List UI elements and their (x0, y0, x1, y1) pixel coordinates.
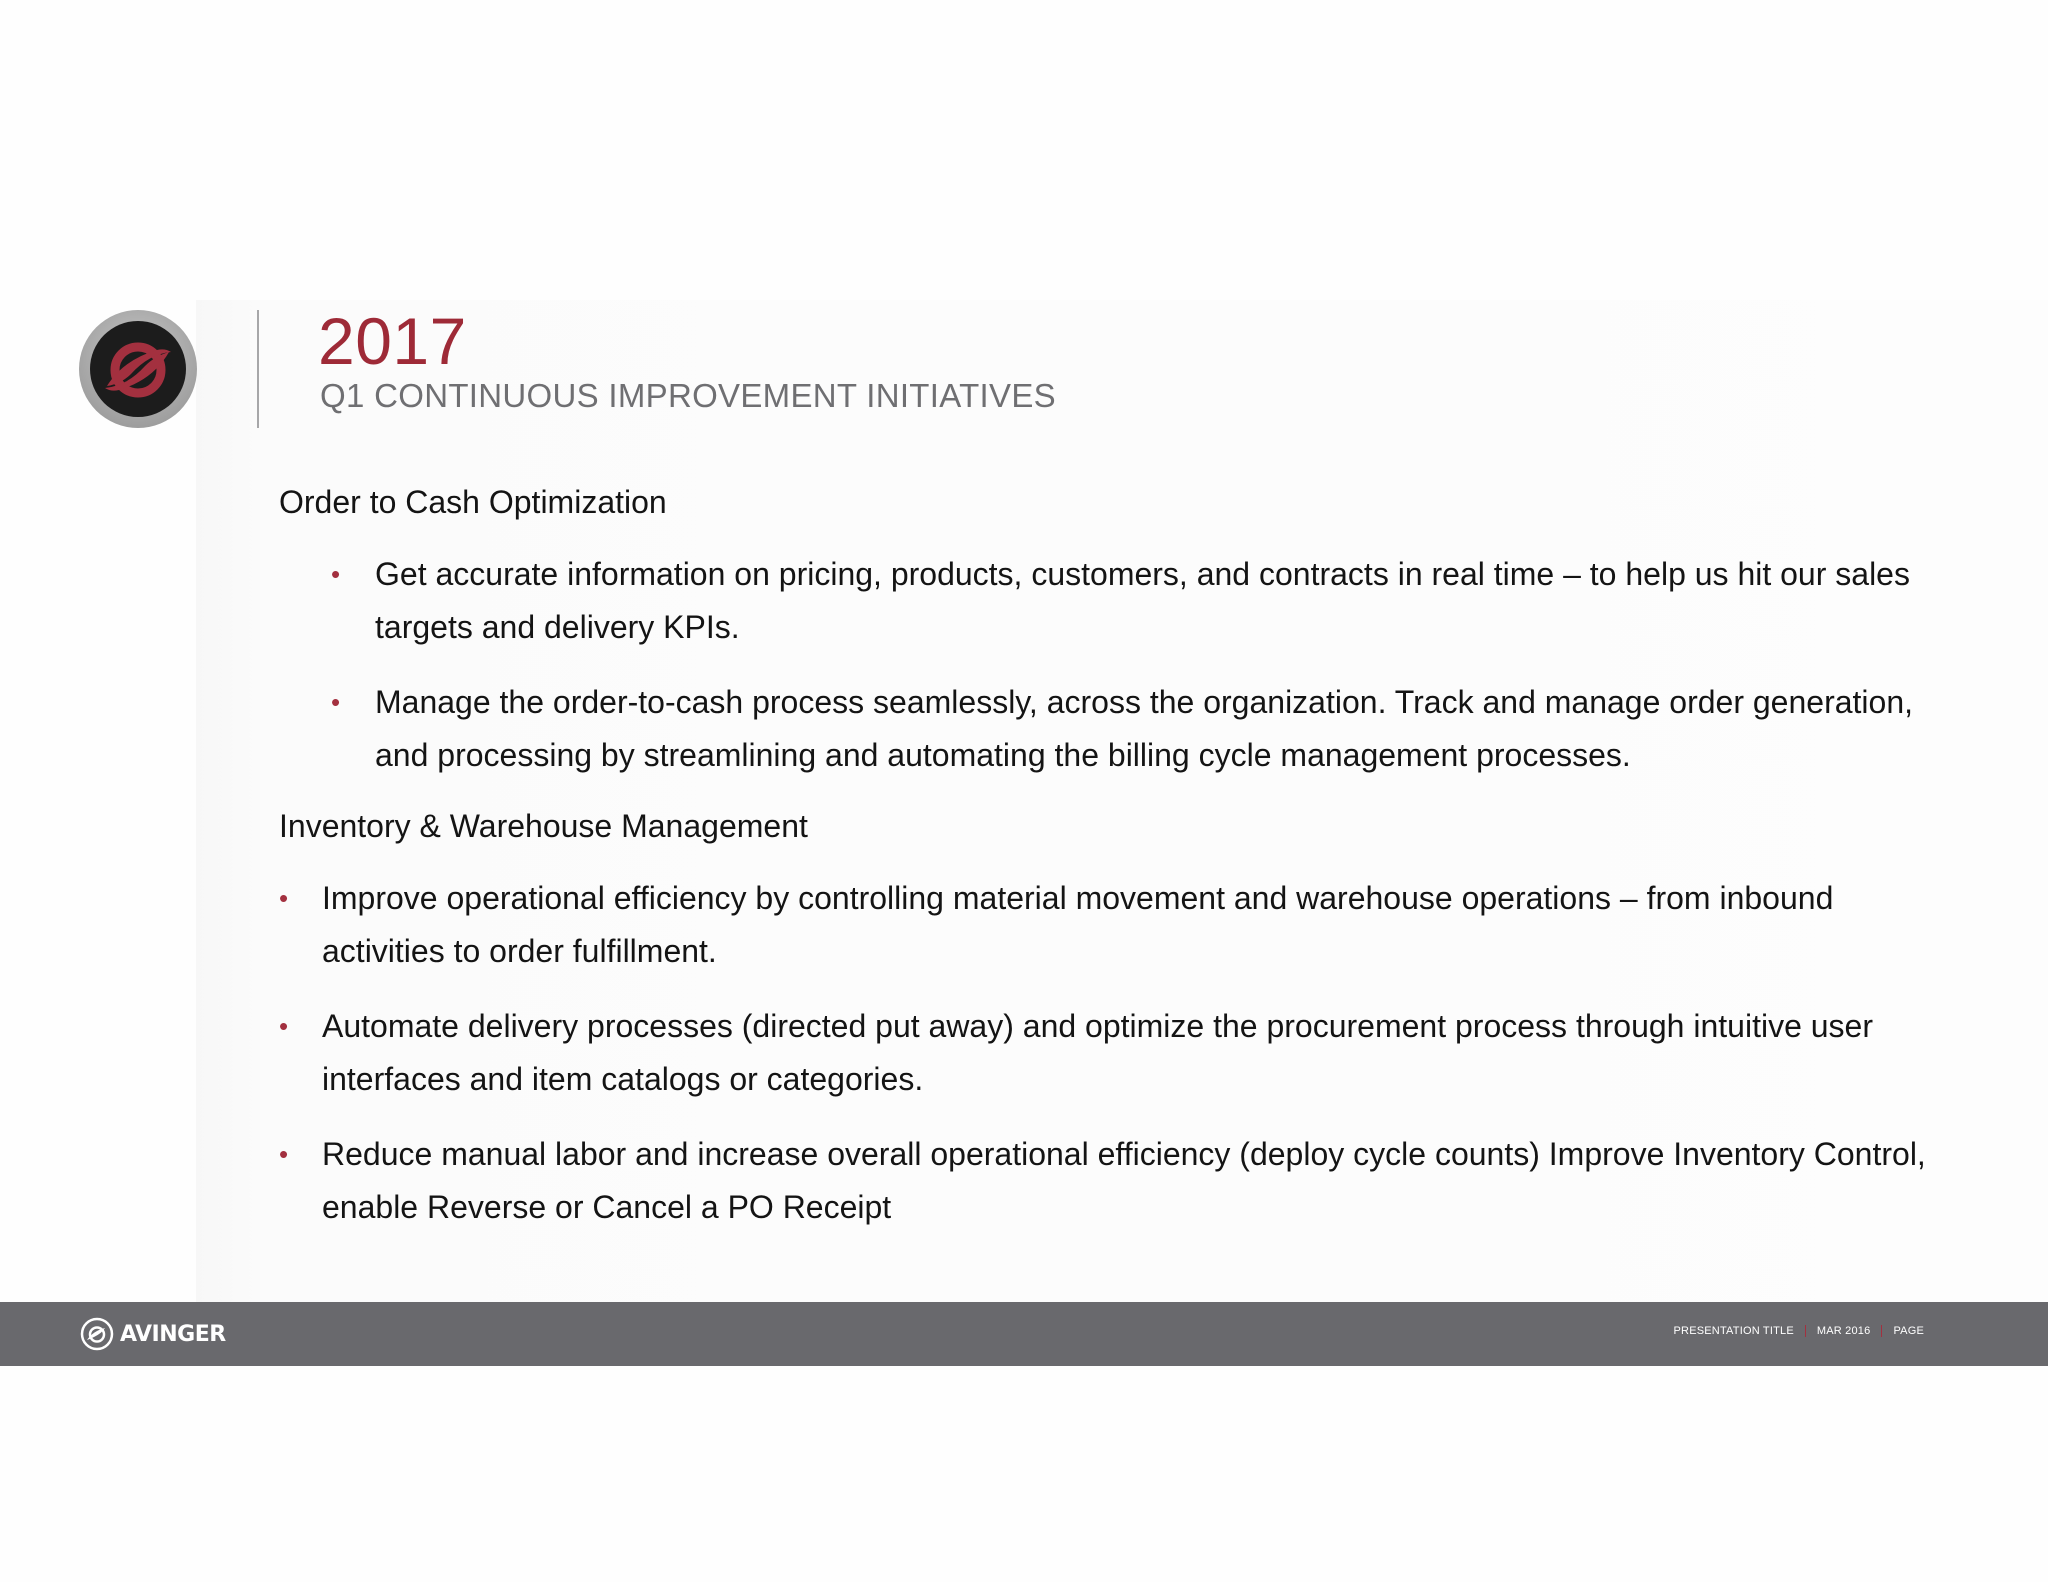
footer-date: MAR 2016 (1816, 1325, 1871, 1337)
footer-bar (0, 1302, 2048, 1366)
section-heading-inventory: Inventory & Warehouse Management (279, 808, 808, 844)
bullet-icon: • (279, 1011, 289, 1041)
bullet-icon: • (331, 559, 341, 589)
list-item (279, 872, 1959, 978)
slide-subtitle: Q1 CONTINUOUS IMPROVEMENT INITIATIVES (320, 377, 1056, 414)
bullet-text: Improve operational efficiency by controlling material movement and warehouse operations – from inbound activities to order fulfillment. (322, 880, 1834, 969)
header-divider (257, 310, 259, 428)
slide-body (279, 480, 1959, 1256)
footer-presentation-title: PRESENTATION TITLE (1673, 1325, 1794, 1337)
slide-year: 2017 (318, 304, 467, 378)
bullet-icon: • (279, 883, 289, 913)
footer-separator (1881, 1325, 1882, 1337)
footer-meta (1674, 1325, 1924, 1337)
list-item (279, 1128, 1959, 1234)
avinger-logo-icon (80, 1317, 114, 1351)
list-item (279, 548, 1959, 654)
footer-logo (80, 1315, 226, 1353)
list-item (279, 1000, 1959, 1106)
inventory-list (279, 872, 1959, 1234)
bullet-text: Automate delivery processes (directed put away) and optimize the procurement process through intuitive user interfaces and item catalogs or categories. (322, 1008, 1873, 1097)
footer-brand: AVINGER (120, 1321, 226, 1347)
bullet-icon: • (331, 687, 341, 717)
order-to-cash-list (279, 548, 1959, 782)
bullet-text: Manage the order-to-cash process seamlessly, across the organization. Track and manage order generation, and processing by streamlining and automating the billing cycle management processes. (375, 684, 1913, 773)
bullet-text: Get accurate information on pricing, products, customers, and contracts in real time – to help us hit our sales targets and delivery KPIs. (375, 556, 1910, 645)
section-heading-order-to-cash: Order to Cash Optimization (279, 484, 667, 520)
footer-separator (1805, 1325, 1806, 1337)
list-item (279, 676, 1959, 782)
bullet-icon: • (279, 1139, 289, 1169)
bullet-text: Reduce manual labor and increase overall operational efficiency (deploy cycle counts) Improve Inventory Control, enable Reverse or Cancel a PO Receipt (322, 1136, 1926, 1225)
footer-page-label: PAGE (1893, 1325, 1924, 1337)
avinger-o-logo-icon (79, 310, 197, 428)
